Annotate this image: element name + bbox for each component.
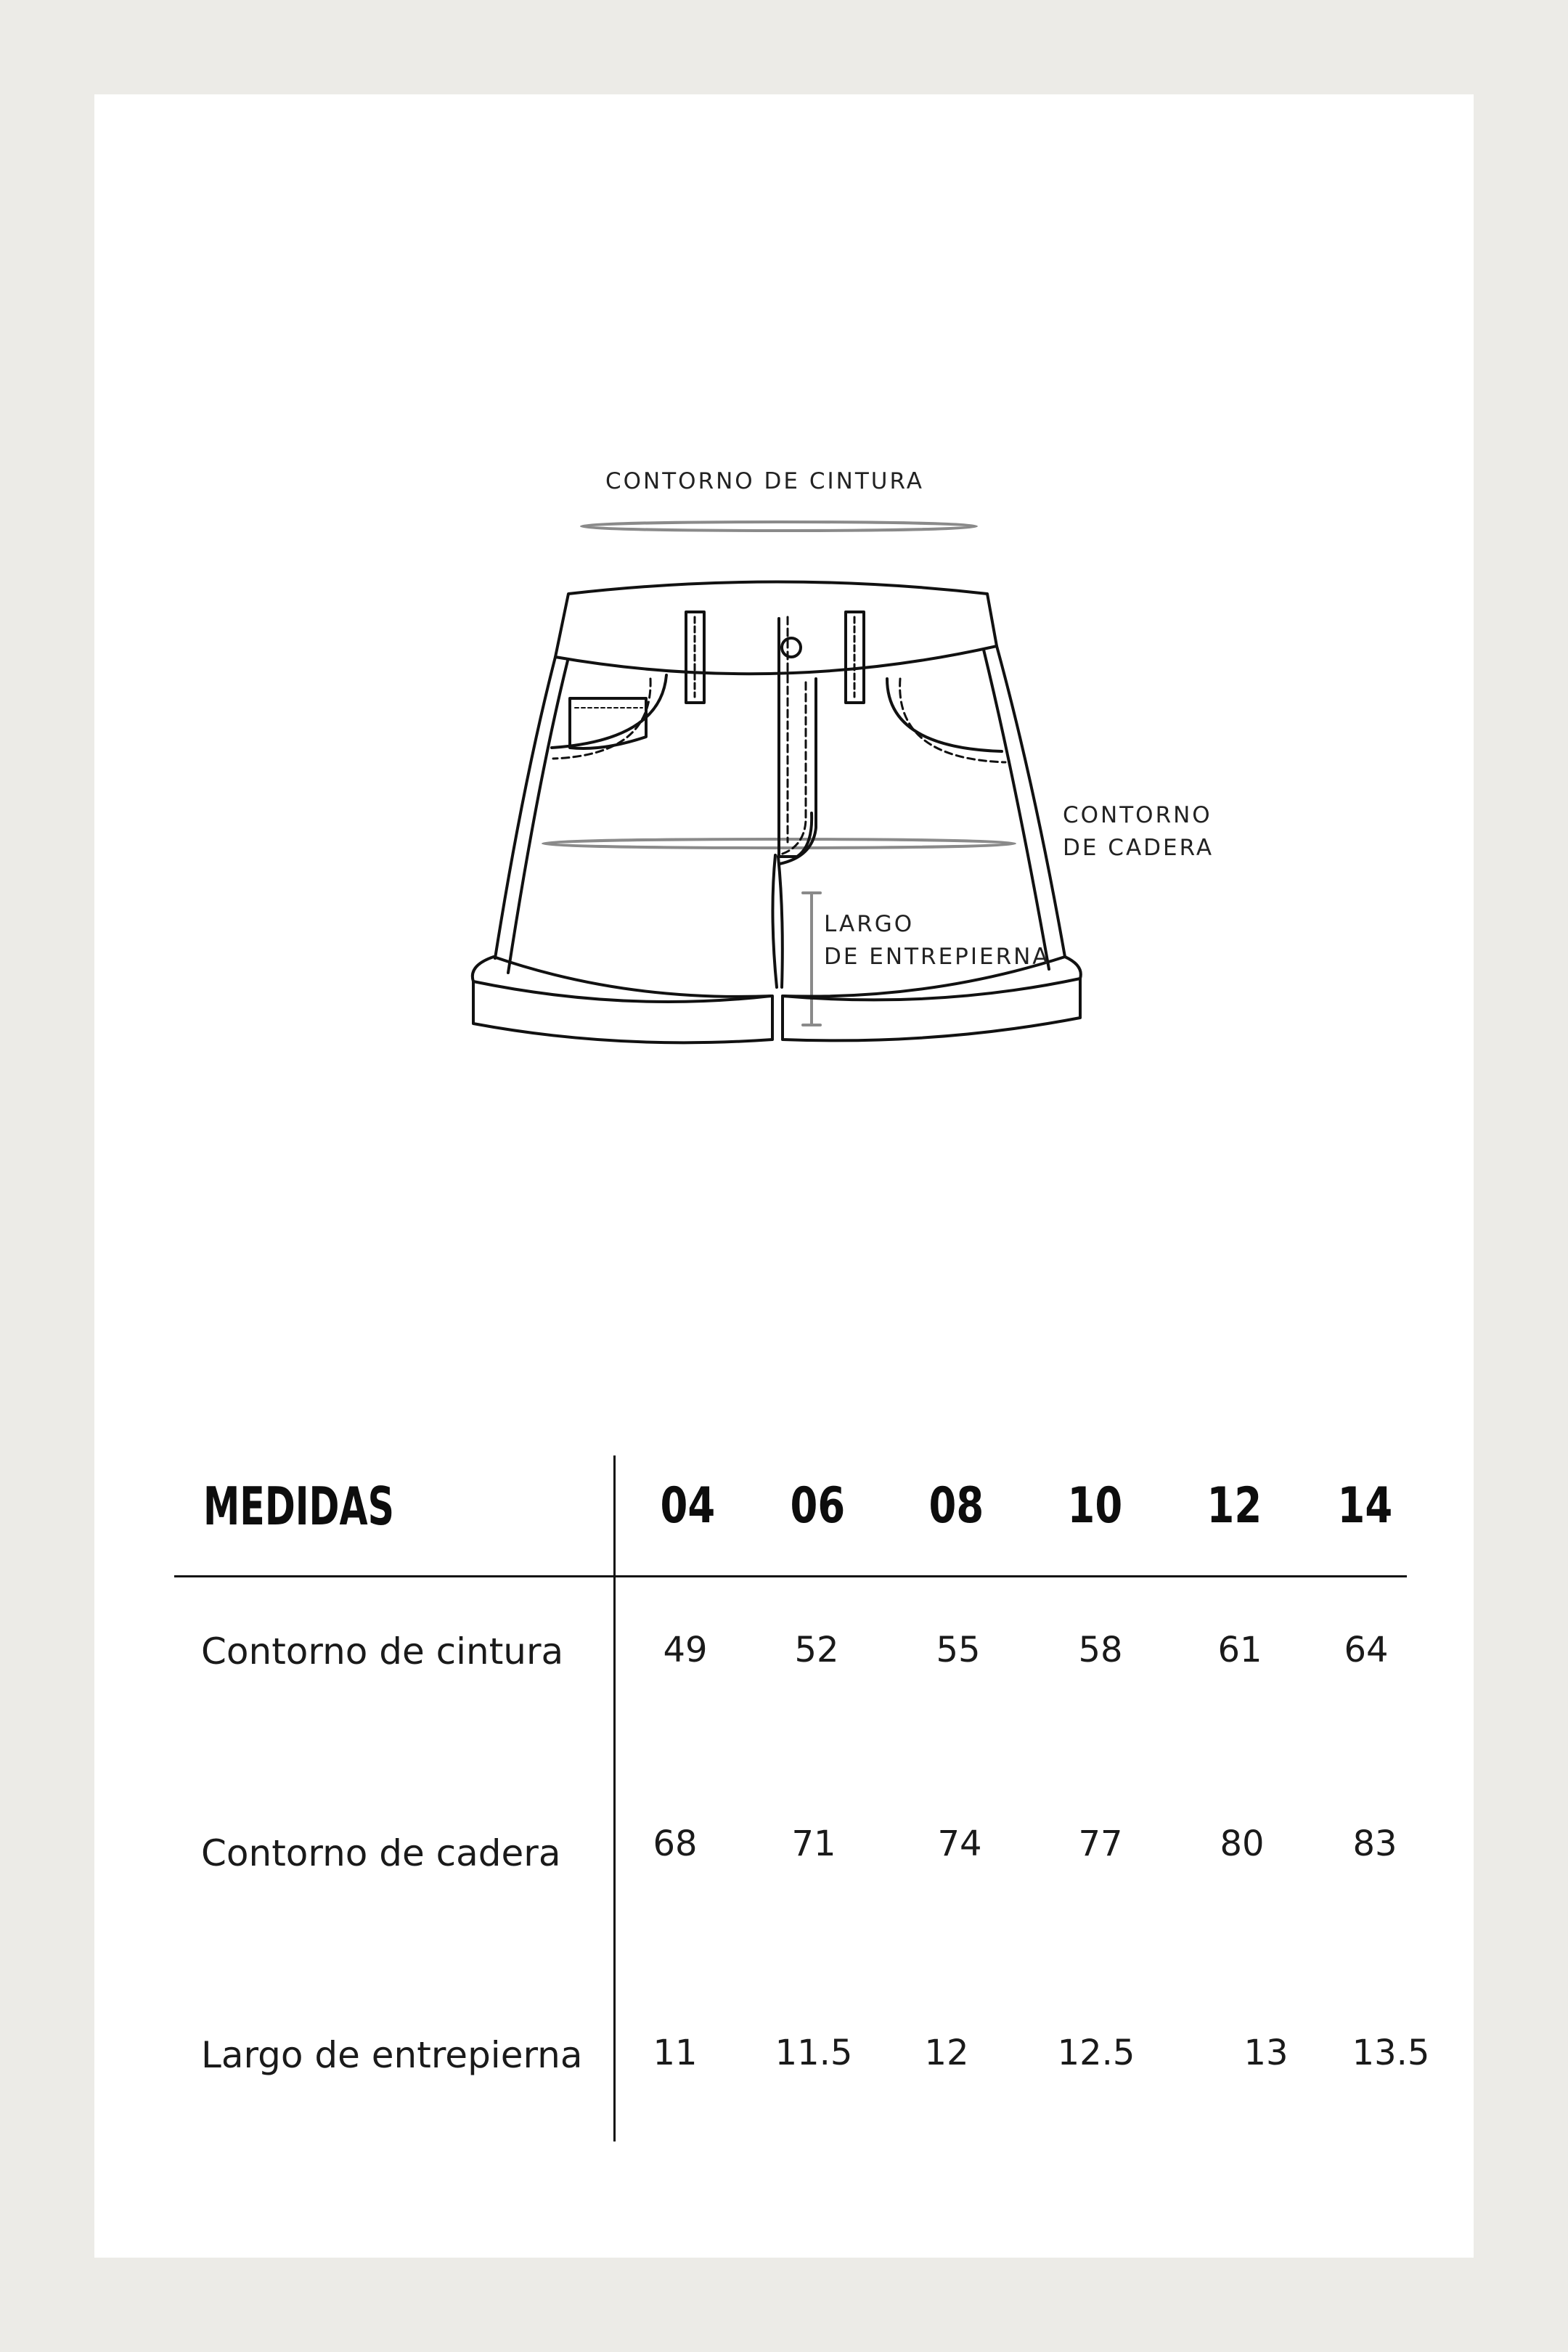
label-hip-line2: DE CADERA xyxy=(1063,835,1214,861)
label-waist: CONTORNO DE CINTURA xyxy=(605,468,924,494)
cell-hip-12: 80 xyxy=(1220,1824,1265,1864)
cell-inseam-06: 11.5 xyxy=(775,2033,853,2073)
cell-inseam-08: 12 xyxy=(924,2033,969,2073)
table-divider-vertical xyxy=(613,1455,616,2141)
size-08: 08 xyxy=(928,1477,984,1535)
cell-hip-04: 68 xyxy=(653,1824,698,1864)
cell-inseam-10: 12.5 xyxy=(1057,2033,1135,2073)
label-inseam-line2: DE ENTREPIERNA xyxy=(824,944,1050,970)
row-label-inseam: Largo de entrepierna xyxy=(201,2034,583,2076)
cell-waist-12: 61 xyxy=(1217,1630,1262,1670)
inseam-guide xyxy=(803,893,820,1025)
size-10: 10 xyxy=(1067,1477,1122,1535)
label-hip-line1: CONTORNO xyxy=(1063,802,1212,828)
label-inseam-line1: LARGO xyxy=(824,911,915,937)
waist-guide xyxy=(581,522,976,531)
cell-waist-10: 58 xyxy=(1078,1630,1123,1670)
cell-waist-14: 64 xyxy=(1344,1630,1389,1670)
cell-waist-04: 49 xyxy=(663,1630,708,1670)
cell-hip-06: 71 xyxy=(791,1824,836,1864)
cell-waist-08: 55 xyxy=(936,1630,981,1670)
row-label-waist: Contorno de cintura xyxy=(201,1630,564,1673)
size-04: 04 xyxy=(660,1477,715,1535)
cell-hip-10: 77 xyxy=(1078,1824,1123,1864)
cell-inseam-12: 13 xyxy=(1244,2033,1289,2073)
cell-hip-08: 74 xyxy=(937,1824,982,1864)
cell-waist-06: 52 xyxy=(794,1630,839,1670)
size-06: 06 xyxy=(790,1477,845,1535)
cell-hip-14: 83 xyxy=(1352,1824,1397,1864)
size-12: 12 xyxy=(1206,1477,1262,1535)
row-label-hip: Contorno de cadera xyxy=(201,1832,561,1874)
cell-inseam-14: 13.5 xyxy=(1352,2033,1430,2073)
size-14: 14 xyxy=(1337,1477,1392,1535)
table-header-medidas: MEDIDAS xyxy=(203,1476,395,1537)
shorts-technical-drawing-icon xyxy=(0,0,1568,1089)
table-divider-horizontal xyxy=(174,1575,1407,1577)
cell-inseam-04: 11 xyxy=(653,2033,698,2073)
